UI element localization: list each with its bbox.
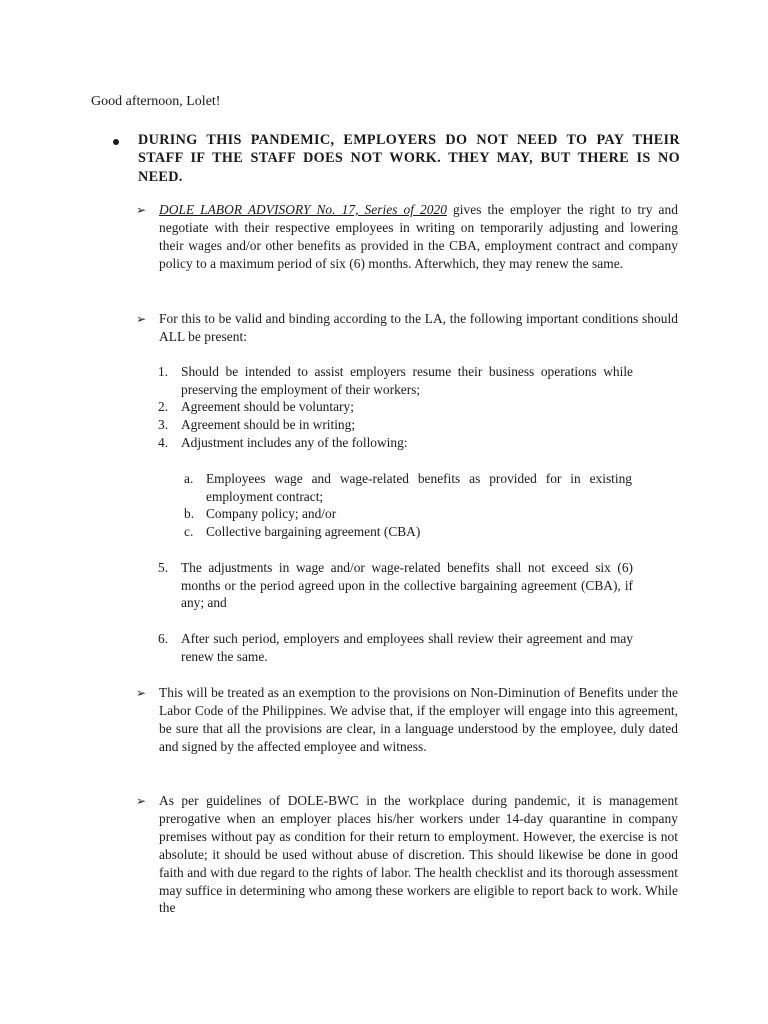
greeting: Good afternoon, Lolet!: [91, 94, 221, 109]
arrow-bullet-icon: ➢: [136, 794, 147, 808]
arrow-bullet-icon: ➢: [136, 203, 147, 217]
point-guidelines: [136, 792, 678, 917]
guidelines-text: As per guidelines of DOLE-BWC in the workplace during pandemic, it is management prerogative when an employer places his/her workers under 14-day quarantine in company premises without pay as condition for their return to employment. However, the exercise is not absolute; it should be used without abuse of discretion. This should likewise be done in good faith and with due regard to the rights of labor. The health checklist and its thorough assessment may suffice in determining who among these workers are eligible to report back to work. While the: [159, 793, 678, 916]
conditions-intro: For this to be valid and binding according to the LA, the following important conditions should ALL be present:: [159, 311, 678, 344]
list-item: 2. Agreement should be voluntary;: [158, 399, 354, 415]
list-item: 4. Adjustment includes any of the following:: [158, 434, 408, 450]
list-item: c. Collective bargaining agreement (CBA): [184, 524, 421, 540]
point-conditions: [136, 310, 678, 346]
conditions-list-final: [158, 630, 633, 665]
list-item: 6. After such period, employers and employees shall review their agreement and may renew the same.: [158, 631, 633, 664]
list-item: a. Employees wage and wage-related benefits as provided for in existing employment contract;: [184, 471, 632, 504]
advisory-reference: DOLE LABOR ADVISORY No. 17, Series of 2020: [159, 202, 447, 217]
conditions-list-continued: [158, 559, 633, 612]
list-item: 3. Agreement should be in writing;: [158, 417, 356, 433]
list-item: b. Company policy; and/or: [184, 506, 337, 522]
list-item: 1. Should be intended to assist employers resume their business operations while preserving the employment of their workers;: [158, 364, 633, 397]
list-item: 5. The adjustments in wage and/or wage-related benefits shall not exceed six (6) months or the period agreed upon in the collective bargaining agreement (CBA), if any; and: [158, 560, 633, 611]
arrow-bullet-icon: ➢: [136, 312, 147, 326]
arrow-bullet-icon: ➢: [136, 686, 147, 700]
conditions-list: [158, 363, 633, 452]
adjustments-list: [184, 470, 632, 541]
exemption-text: This will be treated as an exemption to the provisions on Non-Diminution of Benefits under the Labor Code of the Philippines. We advise that, if the employer will engage into this agreement, be sure that all the provisions are clear, in a language understood by the employee, duly dated and signed by the affected employee and witness.: [159, 685, 678, 754]
point-advisory: [136, 201, 678, 273]
main-bullet-text: DURING THIS PANDEMIC, EMPLOYERS DO NOT NEED TO PAY THEIR STAFF IF THE STAFF DOES NOT WORK. THEY MAY, BUT THERE IS NO NEED.: [138, 132, 680, 185]
point-exemption: [136, 684, 678, 756]
advisory-text: gives the employer the right to try and negotiate with their respective employees in writing on temporarily adjusting and lowering their wages and/or other benefits as provided in the CBA, employment contract and company policy to a maximum period of six (6) months. Afterwhich, they may renew the same.: [159, 202, 678, 271]
bullet-dot-icon: [113, 139, 119, 145]
main-bullet: [113, 131, 680, 186]
